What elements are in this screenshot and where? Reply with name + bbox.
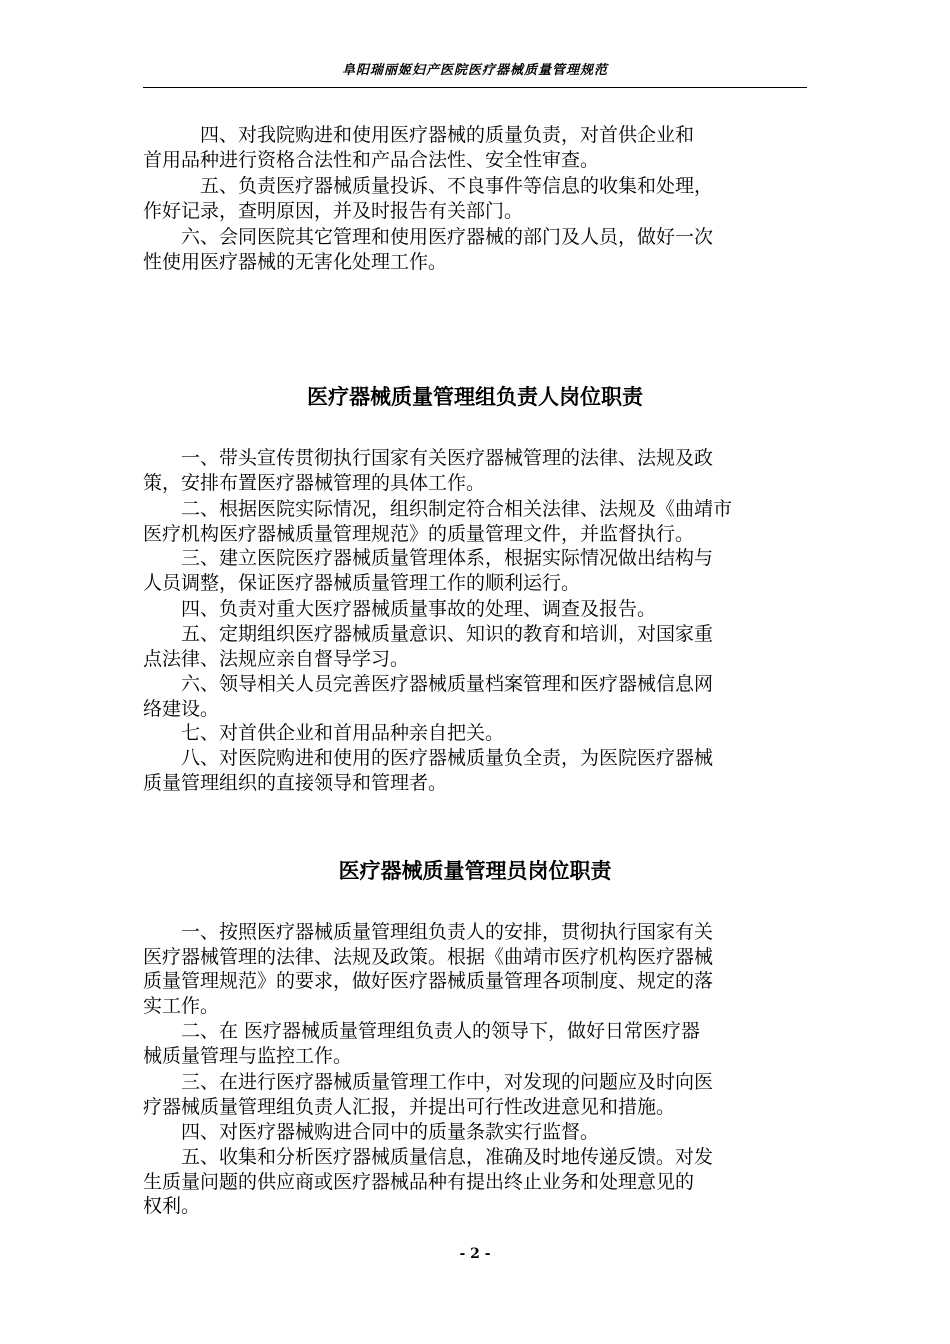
- text-line: 械质量管理与监控工作。: [143, 1044, 353, 1067]
- text-line: 五、收集和分析医疗器械质量信息，准确及时地传递反馈。对发: [143, 1146, 714, 1168]
- text-line: 实工作。: [143, 994, 220, 1017]
- paragraph-item: [143, 546, 807, 595]
- running-header: 阜阳瑞丽姬妇产医院医疗器械质量管理规范: [341, 63, 608, 78]
- paragraph-item: [143, 1070, 807, 1119]
- paragraph-item: [143, 920, 807, 1018]
- text-line: 八、对医院购进和使用的医疗器械质量负全责，为医院医疗器械: [143, 747, 714, 769]
- text-line: 四、对医疗器械购进合同中的质量条款实行监督。: [143, 1121, 600, 1143]
- text-line: 权利。: [143, 1195, 201, 1217]
- text-line: 一、带头宣传贯彻执行国家有关医疗器械管理的法律、法规及政: [143, 447, 714, 469]
- text-line: 疗器械质量管理组负责人汇报，并提出可行性改进意见和措施。: [143, 1095, 676, 1118]
- text-line: 医疗机构医疗器械质量管理规范》的质量管理文件，并监督执行。: [143, 522, 695, 545]
- text-line: 六、领导相关人员完善医疗器械质量档案管理和医疗器械信息网: [143, 673, 714, 695]
- text-line: 医疗器械管理的法律、法规及政策。根据《曲靖市医疗机构医疗器械: [143, 945, 714, 968]
- paragraph-item: [143, 446, 807, 495]
- paragraph-item: [143, 497, 807, 546]
- paragraph-item: [143, 174, 807, 223]
- text-line: 六、会同医院其它管理和使用医疗器械的部门及人员，做好一次: [143, 226, 714, 248]
- header-divider: [143, 87, 807, 88]
- text-line: 五、定期组织医疗器械质量意识、知识的教育和培训，对国家重: [143, 623, 714, 645]
- text-line: 点法律、法规应亲自督导学习。: [143, 647, 410, 670]
- paragraph-item: [143, 123, 807, 172]
- paragraph-item: [143, 1019, 807, 1068]
- text-line: 质量管理组织的直接领导和管理者。: [143, 771, 448, 794]
- text-line: 三、在进行医疗器械质量管理工作中，对发现的问题应及时向医: [143, 1071, 714, 1093]
- paragraph-item: [143, 1120, 807, 1145]
- text-line: 四、负责对重大医疗器械质量事故的处理、调查及报告。: [143, 598, 657, 620]
- paragraph-item: [143, 721, 807, 746]
- text-line: 人员调整，保证医疗器械质量管理工作的顺利运行。: [143, 571, 581, 594]
- paragraph-item: [143, 622, 807, 671]
- text-line: 二、根据医院实际情况，组织制定符合相关法律、法规及《曲靖市: [143, 498, 733, 520]
- text-line: 四、对我院购进和使用医疗器械的质量负责，对首供企业和: [143, 124, 695, 146]
- text-line: 络建设。: [143, 697, 220, 720]
- text-line: 首用品种进行资格合法性和产品合法性、安全性审查。: [143, 148, 600, 171]
- text-line: 一、按照医疗器械质量管理组负责人的安排，贯彻执行国家有关: [143, 921, 714, 943]
- text-line: 三、建立医院医疗器械质量管理体系，根据实际情况做出结构与: [143, 547, 714, 569]
- text-line: 七、对首供企业和首用品种亲自把关。: [143, 722, 505, 744]
- paragraph-item: [143, 225, 807, 274]
- section-title: 医疗器械质量管理组负责人岗位职责: [307, 384, 643, 409]
- paragraph-item: [143, 746, 807, 795]
- page-number: - 2 -: [459, 1246, 491, 1262]
- section-title: 医疗器械质量管理员岗位职责: [338, 858, 612, 883]
- text-line: 生质量问题的供应商或医疗器械品种有提出终止业务和处理意见的: [143, 1170, 695, 1193]
- text-line: 作好记录，查明原因，并及时报告有关部门。: [143, 199, 524, 222]
- text-line: 性使用医疗器械的无害化处理工作。: [143, 250, 448, 273]
- text-line: 二、在 医疗器械质量管理组负责人的领导下，做好日常医疗器: [143, 1020, 701, 1042]
- paragraph-item: [143, 597, 807, 622]
- text-line: 质量管理规范》的要求，做好医疗器械质量管理各项制度、规定的落: [143, 970, 714, 992]
- paragraph-item: [143, 672, 807, 721]
- text-line: 策，安排布置医疗器械管理的具体工作。: [143, 471, 486, 494]
- text-line: 五、负责医疗器械质量投诉、不良事件等信息的收集和处理，: [143, 175, 714, 197]
- paragraph-item: [143, 1145, 807, 1219]
